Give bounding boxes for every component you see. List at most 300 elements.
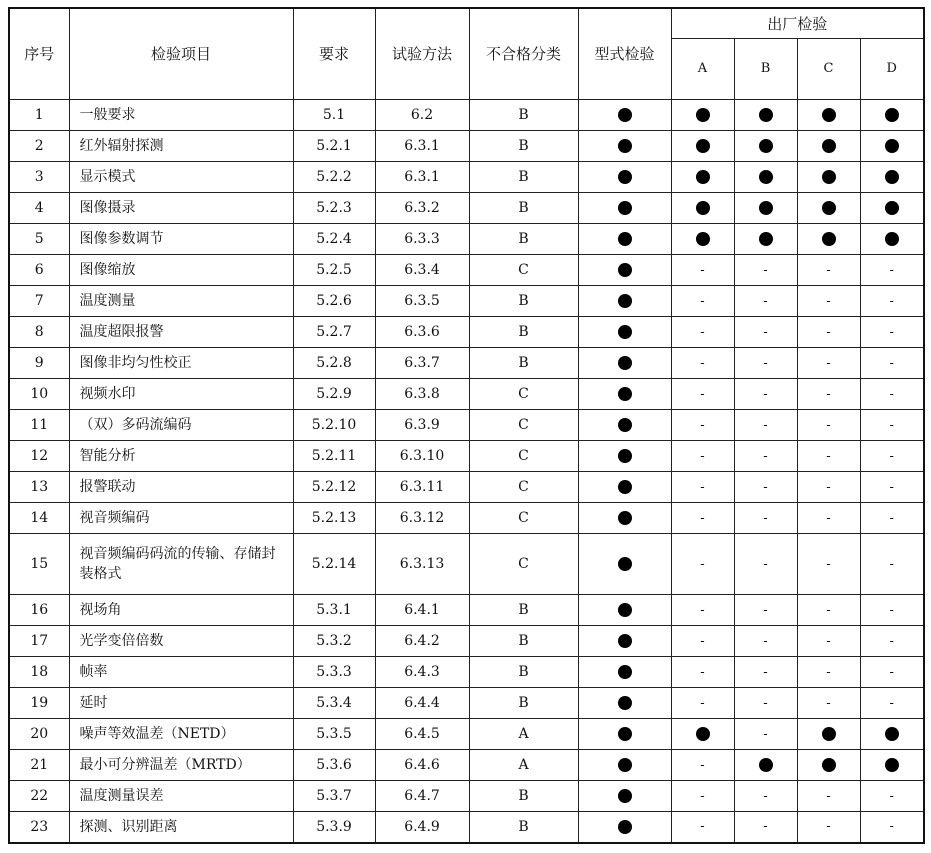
row-requirement: 5.2.8: [293, 348, 375, 379]
row-test-method: 6.4.3: [375, 657, 469, 688]
dash-mark: -: [763, 262, 768, 278]
row-item: （双）多码流编码: [69, 410, 293, 441]
row-factory-a: [671, 812, 734, 843]
row-seq: 7: [9, 286, 69, 317]
row-item: 最小可分辨温差（MRTD）: [69, 750, 293, 781]
row-type-test: [578, 441, 671, 472]
row-fail-class: B: [469, 657, 578, 688]
row-factory-a: [671, 534, 734, 595]
row-factory-d: [860, 626, 924, 657]
filled-circle-icon: [696, 727, 710, 741]
dash-mark: -: [763, 355, 768, 371]
table-row: [9, 224, 924, 255]
header-item: 检验项目: [69, 8, 293, 100]
row-factory-c: [797, 626, 860, 657]
row-factory-b: [734, 348, 797, 379]
row-factory-d: [860, 286, 924, 317]
row-seq: 21: [9, 750, 69, 781]
row-seq: 15: [9, 534, 69, 595]
row-factory-d: [860, 441, 924, 472]
row-factory-d: [860, 472, 924, 503]
row-test-method: 6.3.2: [375, 193, 469, 224]
row-item: 图像参数调节: [69, 224, 293, 255]
row-seq: 20: [9, 719, 69, 750]
row-factory-d: [860, 224, 924, 255]
row-factory-a: [671, 317, 734, 348]
row-test-method: 6.2: [375, 100, 469, 131]
header-type-test: 型式检验: [578, 8, 671, 100]
row-factory-c: [797, 503, 860, 534]
row-factory-b: [734, 410, 797, 441]
row-test-method: 6.3.5: [375, 286, 469, 317]
row-factory-d: [860, 131, 924, 162]
dash-mark: -: [826, 479, 831, 495]
dash-mark: -: [763, 479, 768, 495]
row-type-test: [578, 812, 671, 843]
row-type-test: [578, 595, 671, 626]
dash-mark: -: [763, 695, 768, 711]
row-type-test: [578, 224, 671, 255]
row-fail-class: B: [469, 286, 578, 317]
dash-mark: -: [763, 324, 768, 340]
row-factory-d: [860, 255, 924, 286]
inspection-table: [8, 7, 925, 844]
filled-circle-icon: [618, 603, 632, 617]
filled-circle-icon: [822, 170, 836, 184]
row-factory-d: [860, 162, 924, 193]
table-row: [9, 379, 924, 410]
dash-mark: -: [889, 386, 894, 402]
row-fail-class: B: [469, 812, 578, 843]
row-factory-b: [734, 255, 797, 286]
row-factory-d: [860, 100, 924, 131]
row-factory-c: [797, 162, 860, 193]
row-factory-c: [797, 441, 860, 472]
row-factory-b: [734, 781, 797, 812]
dash-mark: -: [700, 479, 705, 495]
filled-circle-icon: [618, 557, 632, 571]
table-row: [9, 286, 924, 317]
row-factory-c: [797, 100, 860, 131]
header-test-method: 试验方法: [375, 8, 469, 100]
row-requirement: 5.2.7: [293, 317, 375, 348]
table-row: [9, 162, 924, 193]
filled-circle-icon: [618, 232, 632, 246]
row-factory-c: [797, 472, 860, 503]
row-factory-b: [734, 750, 797, 781]
header-factory-d: D: [860, 39, 924, 100]
table-row: [9, 317, 924, 348]
row-factory-d: [860, 348, 924, 379]
table-header: [9, 8, 924, 100]
dash-mark: -: [700, 633, 705, 649]
row-type-test: [578, 626, 671, 657]
row-fail-class: C: [469, 503, 578, 534]
row-factory-b: [734, 503, 797, 534]
dash-mark: -: [700, 262, 705, 278]
row-seq: 6: [9, 255, 69, 286]
row-factory-c: [797, 317, 860, 348]
dash-mark: -: [826, 664, 831, 680]
row-seq: 14: [9, 503, 69, 534]
row-fail-class: B: [469, 162, 578, 193]
row-seq: 8: [9, 317, 69, 348]
row-item: 视音频编码: [69, 503, 293, 534]
dash-mark: -: [700, 602, 705, 618]
filled-circle-icon: [885, 201, 899, 215]
row-item: 图像非均匀性校正: [69, 348, 293, 379]
row-type-test: [578, 317, 671, 348]
row-factory-c: [797, 750, 860, 781]
table-row: [9, 441, 924, 472]
row-factory-c: [797, 286, 860, 317]
header-seq: 序号: [9, 8, 69, 100]
row-item: 温度超限报警: [69, 317, 293, 348]
table-row: [9, 503, 924, 534]
row-factory-d: [860, 719, 924, 750]
row-factory-a: [671, 286, 734, 317]
row-factory-b: [734, 379, 797, 410]
row-factory-a: [671, 193, 734, 224]
row-test-method: 6.3.10: [375, 441, 469, 472]
filled-circle-icon: [618, 325, 632, 339]
row-factory-b: [734, 657, 797, 688]
filled-circle-icon: [822, 139, 836, 153]
row-requirement: 5.3.7: [293, 781, 375, 812]
row-factory-d: [860, 812, 924, 843]
dash-mark: -: [700, 510, 705, 526]
dash-mark: -: [826, 788, 831, 804]
dash-mark: -: [826, 355, 831, 371]
row-requirement: 5.2.6: [293, 286, 375, 317]
row-factory-b: [734, 131, 797, 162]
row-seq: 5: [9, 224, 69, 255]
table-row: [9, 750, 924, 781]
row-factory-b: [734, 688, 797, 719]
row-factory-a: [671, 379, 734, 410]
dash-mark: -: [700, 448, 705, 464]
row-factory-d: [860, 410, 924, 441]
dash-mark: -: [763, 448, 768, 464]
row-seq: 1: [9, 100, 69, 131]
row-seq: 2: [9, 131, 69, 162]
table-row: [9, 131, 924, 162]
filled-circle-icon: [696, 170, 710, 184]
filled-circle-icon: [618, 758, 632, 772]
row-item: 红外辐射探测: [69, 131, 293, 162]
row-factory-a: [671, 472, 734, 503]
row-seq: 19: [9, 688, 69, 719]
dash-mark: -: [826, 556, 831, 572]
row-factory-a: [671, 131, 734, 162]
row-type-test: [578, 286, 671, 317]
row-factory-b: [734, 162, 797, 193]
row-factory-c: [797, 410, 860, 441]
dash-mark: -: [826, 602, 831, 618]
row-test-method: 6.3.13: [375, 534, 469, 595]
row-test-method: 6.4.6: [375, 750, 469, 781]
row-type-test: [578, 503, 671, 534]
row-factory-b: [734, 224, 797, 255]
row-factory-b: [734, 441, 797, 472]
dash-mark: -: [826, 633, 831, 649]
row-factory-c: [797, 255, 860, 286]
row-requirement: 5.2.3: [293, 193, 375, 224]
filled-circle-icon: [618, 263, 632, 277]
row-item: 噪声等效温差（NETD）: [69, 719, 293, 750]
filled-circle-icon: [885, 139, 899, 153]
row-factory-a: [671, 626, 734, 657]
row-requirement: 5.2.5: [293, 255, 375, 286]
row-item: 报警联动: [69, 472, 293, 503]
header-factory-test: 出厂检验: [671, 8, 924, 39]
dash-mark: -: [763, 417, 768, 433]
filled-circle-icon: [885, 758, 899, 772]
row-factory-b: [734, 626, 797, 657]
row-item: 视音频编码码流的传输、存储封装格式: [69, 534, 293, 595]
dash-mark: -: [889, 355, 894, 371]
row-requirement: 5.3.3: [293, 657, 375, 688]
row-test-method: 6.3.4: [375, 255, 469, 286]
header-factory-b: B: [734, 39, 797, 100]
row-item: 视频水印: [69, 379, 293, 410]
dash-mark: -: [826, 819, 831, 835]
filled-circle-icon: [618, 820, 632, 834]
filled-circle-icon: [759, 170, 773, 184]
row-requirement: 5.2.9: [293, 379, 375, 410]
row-item: 显示模式: [69, 162, 293, 193]
table-row: [9, 472, 924, 503]
row-factory-b: [734, 193, 797, 224]
row-factory-b: [734, 286, 797, 317]
row-item: 视场角: [69, 595, 293, 626]
dash-mark: -: [889, 293, 894, 309]
row-seq: 4: [9, 193, 69, 224]
filled-circle-icon: [822, 201, 836, 215]
header-fail-class: 不合格分类: [469, 8, 578, 100]
row-factory-c: [797, 595, 860, 626]
dash-mark: -: [889, 819, 894, 835]
row-requirement: 5.2.1: [293, 131, 375, 162]
row-factory-c: [797, 719, 860, 750]
dash-mark: -: [763, 788, 768, 804]
filled-circle-icon: [759, 139, 773, 153]
row-seq: 3: [9, 162, 69, 193]
row-factory-a: [671, 595, 734, 626]
filled-circle-icon: [759, 232, 773, 246]
filled-circle-icon: [885, 727, 899, 741]
row-fail-class: B: [469, 626, 578, 657]
row-test-method: 6.3.8: [375, 379, 469, 410]
table-row: [9, 100, 924, 131]
filled-circle-icon: [885, 232, 899, 246]
row-test-method: 6.3.3: [375, 224, 469, 255]
row-factory-c: [797, 657, 860, 688]
row-item: 光学变倍倍数: [69, 626, 293, 657]
row-fail-class: C: [469, 410, 578, 441]
filled-circle-icon: [822, 232, 836, 246]
dash-mark: -: [763, 819, 768, 835]
row-fail-class: B: [469, 317, 578, 348]
row-requirement: 5.2.14: [293, 534, 375, 595]
row-requirement: 5.3.4: [293, 688, 375, 719]
filled-circle-icon: [618, 634, 632, 648]
row-test-method: 6.4.9: [375, 812, 469, 843]
row-factory-c: [797, 348, 860, 379]
row-requirement: 5.1: [293, 100, 375, 131]
row-test-method: 6.3.12: [375, 503, 469, 534]
row-item: 图像缩放: [69, 255, 293, 286]
header-factory-c: C: [797, 39, 860, 100]
dash-mark: -: [763, 293, 768, 309]
row-fail-class: B: [469, 224, 578, 255]
row-fail-class: B: [469, 688, 578, 719]
filled-circle-icon: [618, 480, 632, 494]
filled-circle-icon: [618, 139, 632, 153]
table-row: [9, 657, 924, 688]
dash-mark: -: [889, 510, 894, 526]
dash-mark: -: [889, 788, 894, 804]
row-seq: 18: [9, 657, 69, 688]
row-test-method: 6.3.11: [375, 472, 469, 503]
dash-mark: -: [826, 386, 831, 402]
row-seq: 11: [9, 410, 69, 441]
row-type-test: [578, 688, 671, 719]
row-test-method: 6.3.1: [375, 162, 469, 193]
row-type-test: [578, 193, 671, 224]
row-item: 智能分析: [69, 441, 293, 472]
row-factory-a: [671, 750, 734, 781]
dash-mark: -: [889, 262, 894, 278]
dash-mark: -: [826, 417, 831, 433]
row-requirement: 5.3.2: [293, 626, 375, 657]
dash-mark: -: [826, 448, 831, 464]
filled-circle-icon: [618, 170, 632, 184]
row-fail-class: B: [469, 348, 578, 379]
table-row: [9, 719, 924, 750]
dash-mark: -: [826, 695, 831, 711]
dash-mark: -: [889, 417, 894, 433]
dash-mark: -: [700, 819, 705, 835]
filled-circle-icon: [618, 665, 632, 679]
filled-circle-icon: [618, 387, 632, 401]
header-requirement: 要求: [293, 8, 375, 100]
filled-circle-icon: [759, 758, 773, 772]
row-fail-class: B: [469, 781, 578, 812]
row-factory-c: [797, 379, 860, 410]
row-seq: 9: [9, 348, 69, 379]
dash-mark: -: [700, 757, 705, 773]
row-requirement: 5.3.9: [293, 812, 375, 843]
filled-circle-icon: [618, 696, 632, 710]
row-fail-class: B: [469, 131, 578, 162]
filled-circle-icon: [696, 108, 710, 122]
row-test-method: 6.4.1: [375, 595, 469, 626]
row-type-test: [578, 534, 671, 595]
row-factory-d: [860, 193, 924, 224]
row-factory-a: [671, 657, 734, 688]
table-row: [9, 812, 924, 843]
row-fail-class: A: [469, 750, 578, 781]
header-factory-a: A: [671, 39, 734, 100]
row-seq: 12: [9, 441, 69, 472]
row-requirement: 5.3.1: [293, 595, 375, 626]
dash-mark: -: [700, 324, 705, 340]
row-factory-c: [797, 688, 860, 719]
row-requirement: 5.2.12: [293, 472, 375, 503]
row-factory-d: [860, 657, 924, 688]
filled-circle-icon: [822, 758, 836, 772]
row-seq: 23: [9, 812, 69, 843]
table-row: [9, 410, 924, 441]
row-test-method: 6.4.7: [375, 781, 469, 812]
row-factory-a: [671, 224, 734, 255]
row-factory-d: [860, 317, 924, 348]
row-factory-b: [734, 100, 797, 131]
row-requirement: 5.3.6: [293, 750, 375, 781]
row-factory-d: [860, 688, 924, 719]
dash-mark: -: [700, 386, 705, 402]
filled-circle-icon: [618, 108, 632, 122]
row-item: 延时: [69, 688, 293, 719]
row-factory-d: [860, 750, 924, 781]
dash-mark: -: [700, 293, 705, 309]
filled-circle-icon: [696, 201, 710, 215]
table-row: [9, 626, 924, 657]
table-row: [9, 688, 924, 719]
row-fail-class: C: [469, 441, 578, 472]
dash-mark: -: [889, 479, 894, 495]
filled-circle-icon: [618, 789, 632, 803]
filled-circle-icon: [618, 201, 632, 215]
row-factory-b: [734, 534, 797, 595]
row-seq: 10: [9, 379, 69, 410]
dash-mark: -: [889, 556, 894, 572]
row-factory-a: [671, 781, 734, 812]
row-fail-class: B: [469, 100, 578, 131]
dash-mark: -: [700, 417, 705, 433]
row-factory-c: [797, 812, 860, 843]
dash-mark: -: [763, 386, 768, 402]
filled-circle-icon: [885, 170, 899, 184]
row-type-test: [578, 410, 671, 441]
dash-mark: -: [763, 556, 768, 572]
row-fail-class: B: [469, 193, 578, 224]
row-fail-class: C: [469, 379, 578, 410]
row-type-test: [578, 162, 671, 193]
row-type-test: [578, 719, 671, 750]
table-row: [9, 193, 924, 224]
row-factory-c: [797, 781, 860, 812]
row-test-method: 6.3.9: [375, 410, 469, 441]
row-factory-d: [860, 595, 924, 626]
filled-circle-icon: [696, 232, 710, 246]
dash-mark: -: [889, 602, 894, 618]
row-requirement: 5.2.2: [293, 162, 375, 193]
row-test-method: 6.3.7: [375, 348, 469, 379]
row-test-method: 6.4.2: [375, 626, 469, 657]
row-test-method: 6.4.5: [375, 719, 469, 750]
dash-mark: -: [826, 324, 831, 340]
row-factory-d: [860, 534, 924, 595]
row-item: 温度测量误差: [69, 781, 293, 812]
dash-mark: -: [700, 355, 705, 371]
row-seq: 16: [9, 595, 69, 626]
row-requirement: 5.2.11: [293, 441, 375, 472]
filled-circle-icon: [885, 108, 899, 122]
dash-mark: -: [763, 664, 768, 680]
row-type-test: [578, 348, 671, 379]
